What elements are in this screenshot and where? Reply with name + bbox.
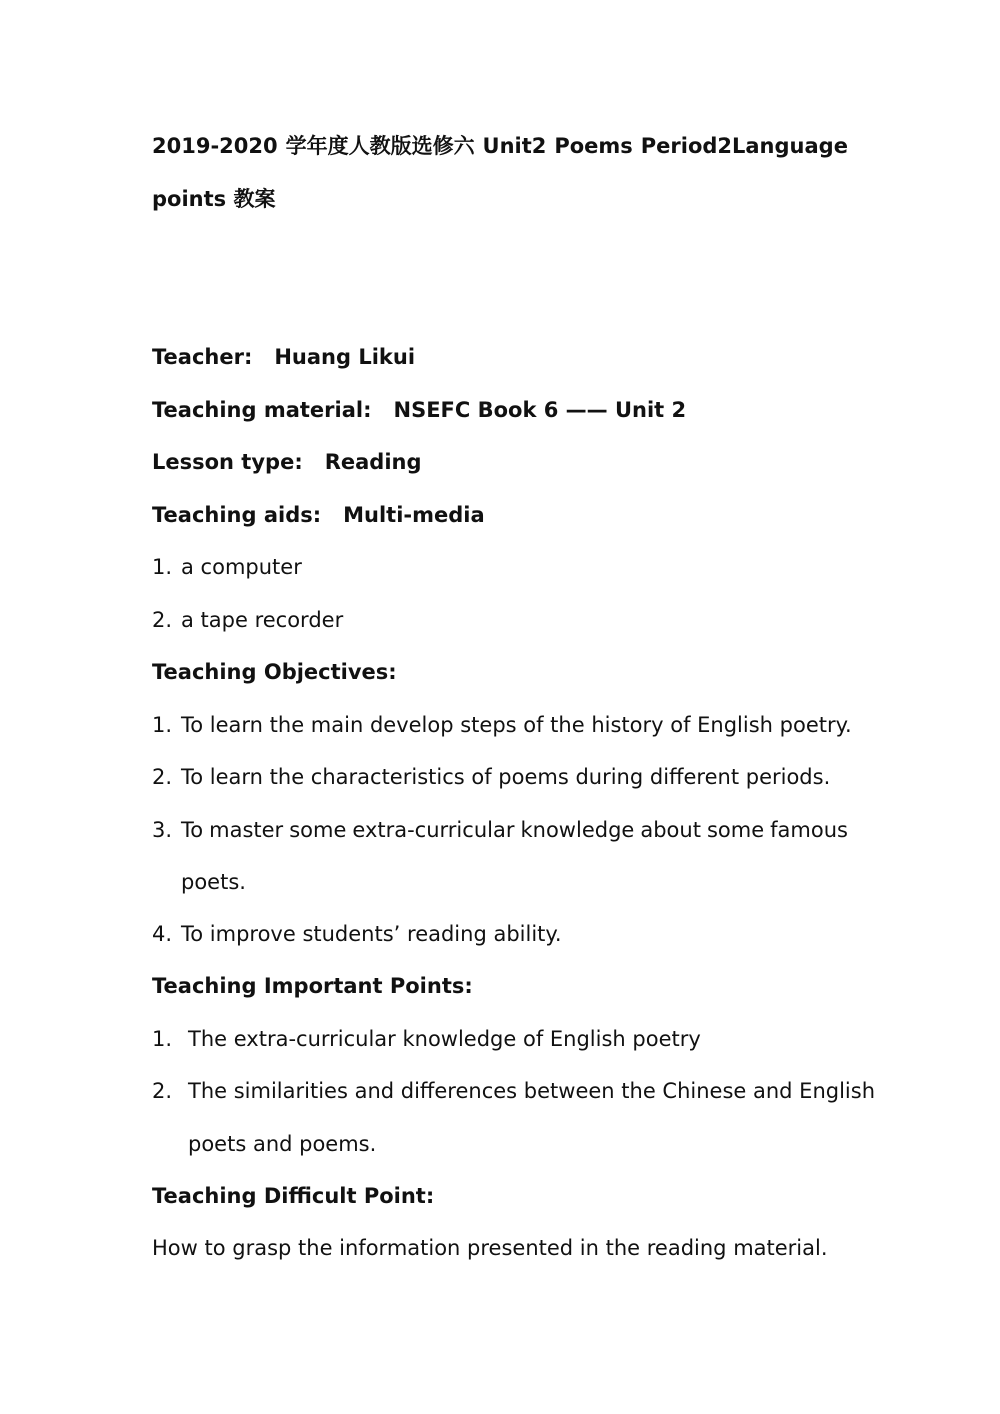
list-number: 2.: [152, 765, 173, 789]
word: To: [181, 818, 204, 842]
document-title-line-2: points 教案: [152, 187, 276, 211]
objectives-heading: Teaching Objectives:: [152, 660, 397, 684]
list-text: To improve students’ reading ability.: [181, 922, 562, 946]
list-item: [152, 1077, 875, 1105]
list-item: [152, 920, 562, 948]
teacher-value: Huang Likui: [274, 345, 416, 369]
document-title-line-1: [152, 132, 848, 160]
teacher-label: Teacher:: [152, 345, 253, 369]
word: extra-curricular: [352, 818, 515, 842]
word: famous: [770, 818, 848, 842]
word: about: [640, 818, 701, 842]
list-item: [152, 606, 343, 634]
list-number: 4.: [152, 922, 173, 946]
list-item: [152, 553, 302, 581]
title-word: Period2Language: [640, 134, 848, 158]
list-number: 1.: [152, 555, 173, 579]
important-points-heading: Teaching Important Points:: [152, 974, 473, 998]
material-label: Teaching material:: [152, 398, 372, 422]
list-item: [152, 1025, 701, 1053]
list-text: [181, 816, 848, 844]
teacher-line: [152, 343, 415, 371]
title-word: Unit2: [482, 134, 547, 158]
list-item: [152, 711, 852, 739]
list-item-continuation: poets and poems.: [188, 1132, 377, 1156]
difficult-point-heading: Teaching Difficult Point:: [152, 1184, 435, 1208]
list-number: 1.: [152, 1027, 173, 1051]
lesson-type-line: [152, 448, 422, 476]
word: knowledge: [520, 818, 635, 842]
list-item-continuation: poets.: [181, 870, 246, 894]
lesson-type-value: Reading: [324, 450, 422, 474]
list-text: a computer: [181, 555, 302, 579]
material-value: NSEFC Book 6 —— Unit 2: [393, 398, 687, 422]
list-text: The extra-curricular knowledge of English poetry: [188, 1027, 701, 1051]
title-word: 学年度人教版选修六: [285, 134, 475, 158]
list-text: The similarities and differences between the Chinese and English: [188, 1079, 876, 1103]
list-item: [152, 816, 848, 844]
material-line: [152, 396, 686, 424]
title-word: 2019-2020: [152, 134, 278, 158]
list-text: To learn the main develop steps of the history of English poetry.: [181, 713, 852, 737]
word: master: [209, 818, 284, 842]
teaching-aids-label: Teaching aids:: [152, 503, 322, 527]
list-text: To learn the characteristics of poems during different periods.: [181, 765, 831, 789]
word: some: [706, 818, 765, 842]
title-word: Poems: [554, 134, 633, 158]
list-text: a tape recorder: [181, 608, 344, 632]
list-number: 2.: [152, 1079, 173, 1103]
word: some: [289, 818, 347, 842]
lesson-type-label: Lesson type:: [152, 450, 303, 474]
list-item: [152, 763, 830, 791]
teaching-aids-line: [152, 501, 485, 529]
teaching-aids-value: Multi-media: [343, 503, 485, 527]
list-number: 2.: [152, 608, 173, 632]
difficult-point-text: How to grasp the information presented in the reading material.: [152, 1236, 828, 1260]
list-number: 3.: [152, 818, 173, 842]
list-number: 1.: [152, 713, 173, 737]
